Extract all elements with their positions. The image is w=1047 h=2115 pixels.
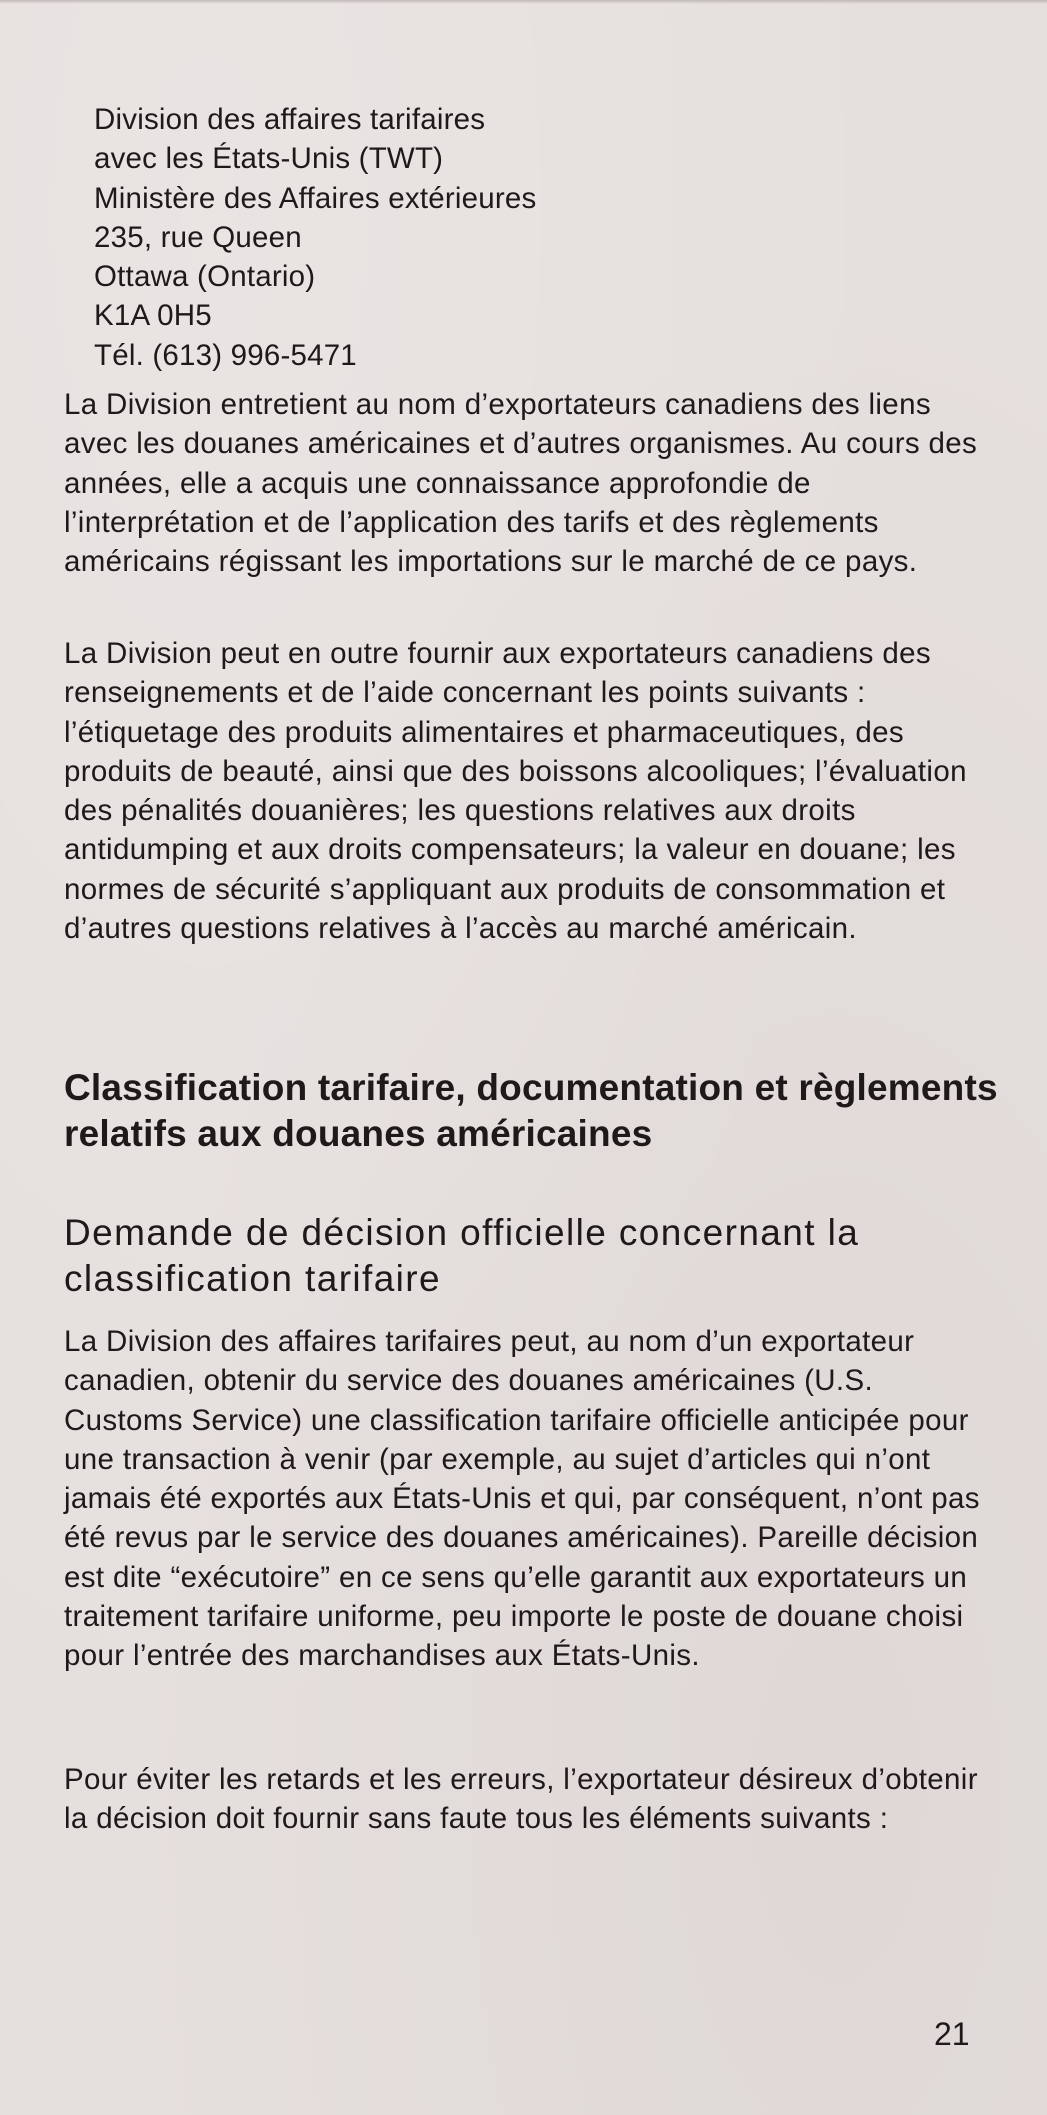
address-line: 235, rue Queen <box>94 220 302 254</box>
page-number: 21 <box>934 2016 970 2052</box>
section-subtitle: Demande de décision officielle concernant la classification tarifaire <box>64 1212 860 1299</box>
section-title: Classification tarifaire, documentation et règlements relatifs aux douanes américaines <box>64 1067 998 1154</box>
paragraph-services: La Division peut en outre fournir aux exportateurs canadiens des renseignements et de l’aide concernant les points suivants : l’étiquetage des produits alimentaires et pharmaceutiques, des produits de beauté, ainsi que des boissons alcooliques; l’évaluation des pénalités douanières; les questions relatives aux droits antidumping et aux droits compensateurs; la valeur en douane; les normes de sécurité s’appliquant aux produits de consommation et d’autres questions relatives à l’accès au marché américain. <box>64 637 967 946</box>
paragraph-ruling: La Division des affaires tarifaires peut, au nom d’un exportateur canadien, obtenir du service des douanes américaines (U.S. Customs Service) une classification tarifaire officielle anticipée pour une transaction à venir (par exemple, au sujet d’articles qui n’ont jamais été exportés aux États-Unis et qui, par conséquent, n’ont pas été revus par le service des douanes américaines). Pareille décision est dite “exécutoire” en ce sens qu’elle garantit aux exportateurs un traitement tarifaire uniforme, peu importe le poste de douane choisi pour l’entrée des marchandises aux États-Unis. <box>64 1325 980 1673</box>
address-line: Division des affaires tarifaires <box>94 103 486 136</box>
address-block <box>94 100 714 375</box>
address-line: Ministère des Affaires extérieures <box>94 181 537 215</box>
paragraph-liaison: La Division entretient au nom d’exportateurs canadiens des liens avec les douanes américaines et d’autres organismes. Au cours des années, elle a acquis une connaissance approfondie de l’interprétation et de l’application des tarifs et des règlements américains régissant les importations sur le marché de ce pays. <box>64 388 978 579</box>
address-line: avec les États-Unis (TWT) <box>94 142 444 176</box>
address-line: K1A 0H5 <box>94 299 212 333</box>
address-line: Ottawa (Ontario) <box>94 260 316 294</box>
paragraph-requirements: Pour éviter les retards et les erreurs, l’exportateur désireux d’obtenir la décision doit fournir sans faute tous les éléments suivants : <box>64 1763 978 1836</box>
address-line: Tél. (613) 996-5471 <box>94 338 357 372</box>
page-top-edge <box>0 0 1047 4</box>
